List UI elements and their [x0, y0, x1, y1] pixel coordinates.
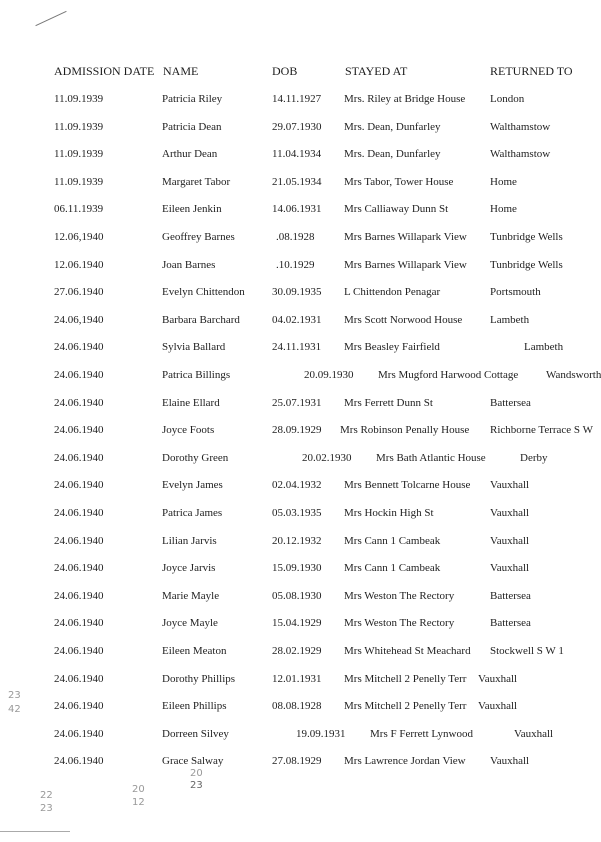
- cell-stayed-at: Mrs Hockin High St: [344, 507, 434, 519]
- cell-name: Joan Barnes: [162, 258, 216, 271]
- cell-stayed-at: Mrs Lawrence Jordan View: [344, 755, 466, 768]
- cell-stayed-at: Mrs Weston The Rectory: [344, 589, 455, 602]
- cell-stayed-at: Mrs Bennett Tolcarne House: [344, 479, 471, 492]
- cell-stayed-at: Mrs Cann 1 Cambeak: [344, 534, 441, 547]
- cell-name: Eileen Meaton: [162, 645, 227, 657]
- handwritten-mark: 22: [40, 790, 53, 801]
- scan-line-bottom: [0, 831, 70, 832]
- table-row: [0, 562, 595, 582]
- cell-dob: 30.09.1935: [272, 286, 322, 299]
- cell-returned-to: Vauxhall: [490, 755, 530, 768]
- cell-admission-date: 24.06.1940: [54, 727, 104, 740]
- cell-admission-date: 24.06.1940: [54, 700, 104, 713]
- cell-admission-date: 24.06.1940: [54, 369, 104, 381]
- handwritten-mark: 23: [40, 803, 53, 814]
- cell-name: Dorreen Silvey: [162, 727, 229, 740]
- cell-admission-date: 24.06.1940: [54, 672, 104, 685]
- cell-stayed-at: Mrs Scott Norwood House: [344, 313, 463, 326]
- cell-name: Patrica James: [162, 507, 223, 519]
- cell-stayed-at: Mrs Whitehead St Meachard: [344, 645, 471, 657]
- cell-dob: 25.07.1931: [272, 396, 322, 409]
- cell-returned-to: Vauxhall: [490, 534, 530, 547]
- cell-dob: 05.08.1930: [272, 589, 322, 602]
- table-row: [0, 259, 595, 279]
- cell-returned-to: Tunbridge Wells: [490, 258, 563, 271]
- table-row: [0, 755, 595, 775]
- table-row: [0, 314, 595, 334]
- cell-returned-to: Vauxhall: [478, 700, 518, 713]
- cell-stayed-at: Mrs Calliaway Dunn St: [344, 203, 449, 216]
- cell-name: Dorothy Green: [162, 451, 229, 464]
- cell-stayed-at: Mrs F Ferrett Lynwood: [370, 727, 473, 740]
- cell-dob: .10.1929: [276, 258, 315, 271]
- cell-returned-to: Vauxhall: [514, 727, 554, 740]
- cell-name: Patricia Dean: [162, 120, 222, 133]
- scan-line-top: [35, 11, 66, 26]
- cell-returned-to: Portsmouth: [490, 286, 541, 299]
- cell-returned-to: Walthamstow: [490, 120, 551, 133]
- cell-name: Joyce Mayle: [162, 617, 218, 630]
- handwritten-mark: 20: [190, 768, 203, 779]
- handwritten-mark: 20: [132, 784, 145, 795]
- cell-name: Patrica Billings: [162, 369, 231, 381]
- table-row: [0, 700, 595, 720]
- cell-admission-date: 24.06,1940: [54, 313, 104, 326]
- cell-admission-date: 24.06.1940: [54, 534, 104, 547]
- cell-name: Lilian Jarvis: [162, 534, 217, 547]
- table-row: [0, 617, 595, 637]
- cell-dob: 14.06.1931: [272, 203, 322, 216]
- cell-admission-date: 24.06.1940: [54, 645, 104, 657]
- cell-returned-to: Battersea: [490, 617, 531, 630]
- cell-returned-to: London: [490, 93, 525, 105]
- table-row: [0, 231, 595, 251]
- cell-stayed-at: Mrs Beasley Fairfield: [344, 341, 440, 354]
- cell-dob: 04.02.1931: [272, 313, 322, 326]
- cell-admission-date: 06.11.1939: [54, 203, 104, 216]
- cell-dob: 08.08.1928: [272, 700, 322, 713]
- cell-name: Barbara Barchard: [162, 313, 240, 326]
- table-row: [0, 397, 595, 417]
- cell-stayed-at: Mrs Barnes Willapark View: [344, 258, 467, 271]
- cell-admission-date: 24.06.1940: [54, 507, 104, 519]
- cell-stayed-at: Mrs. Dean, Dunfarley: [344, 120, 441, 133]
- cell-dob: 21.05.1934: [272, 175, 322, 188]
- table-row: [0, 369, 601, 389]
- table-row: [0, 176, 595, 196]
- cell-returned-to: Lambeth: [524, 341, 564, 354]
- cell-dob: 12.01.1931: [272, 672, 322, 685]
- header-admission-date: ADMISSION DATE: [54, 64, 155, 78]
- cell-name: Arthur Dean: [162, 148, 218, 161]
- cell-dob: 24.11.1931: [272, 341, 322, 354]
- table-row: [0, 121, 595, 141]
- cell-dob: 20.09.1930: [304, 369, 354, 381]
- table-row: [0, 590, 595, 610]
- cell-admission-date: 24.06.1940: [54, 755, 104, 768]
- table-row: [0, 452, 595, 472]
- table-row: [0, 148, 595, 168]
- cell-name: Margaret Tabor: [162, 175, 231, 188]
- header-stayed-at: STAYED AT: [345, 64, 408, 78]
- cell-returned-to: Vauxhall: [490, 562, 530, 575]
- table-row: [0, 93, 595, 113]
- cell-dob: 20.12.1932: [272, 534, 322, 547]
- cell-dob: .08.1928: [276, 231, 315, 243]
- cell-dob: 05.03.1935: [272, 507, 322, 519]
- header-dob: DOB: [272, 64, 298, 78]
- cell-stayed-at: L Chittendon Penagar: [344, 286, 441, 299]
- table-row: [0, 479, 595, 499]
- table-row: [0, 203, 595, 223]
- cell-dob: 15.04.1929: [272, 617, 322, 630]
- cell-name: Elaine Ellard: [162, 396, 220, 409]
- cell-dob: 28.09.1929: [272, 424, 322, 437]
- cell-returned-to: Tunbridge Wells: [490, 231, 563, 243]
- table-row: [0, 535, 595, 555]
- cell-admission-date: 27.06.1940: [54, 286, 104, 299]
- cell-dob: 14.11.1927: [272, 93, 322, 105]
- cell-admission-date: 24.06.1940: [54, 341, 104, 354]
- cell-returned-to: Stockwell S W 1: [490, 645, 564, 657]
- cell-stayed-at: Mrs Weston The Rectory: [344, 617, 455, 630]
- cell-name: Joyce Jarvis: [162, 562, 216, 575]
- cell-returned-to: Vauxhall: [490, 507, 530, 519]
- cell-returned-to: Home: [490, 175, 517, 188]
- cell-stayed-at: Mrs Ferrett Dunn St: [344, 396, 433, 409]
- cell-dob: 27.08.1929: [272, 755, 322, 768]
- cell-admission-date: 12.06.1940: [54, 258, 104, 271]
- cell-dob: 28.02.1929: [272, 645, 322, 657]
- handwritten-mark: 23: [8, 690, 21, 701]
- cell-name: Grace Salway: [162, 755, 224, 768]
- cell-dob: 11.04.1934: [272, 148, 322, 161]
- table-row: [0, 507, 595, 527]
- table-row: [0, 728, 595, 748]
- cell-admission-date: 11.09.1939: [54, 148, 104, 161]
- cell-name: Eileen Phillips: [162, 700, 227, 713]
- cell-admission-date: 24.06.1940: [54, 424, 104, 437]
- cell-returned-to: Vauxhall: [490, 479, 530, 492]
- cell-admission-date: 12.06,1940: [54, 231, 104, 243]
- cell-stayed-at: Mrs. Dean, Dunfarley: [344, 148, 441, 161]
- cell-stayed-at: Mrs Tabor, Tower House: [344, 175, 454, 188]
- cell-returned-to: Richborne Terrace S W: [490, 424, 593, 437]
- cell-name: Joyce Foots: [162, 424, 215, 437]
- cell-name: Evelyn James: [162, 479, 223, 492]
- cell-admission-date: 24.06.1940: [54, 396, 104, 409]
- cell-returned-to: Wandsworth: [546, 369, 601, 381]
- cell-admission-date: 24.06.1940: [54, 589, 104, 602]
- cell-admission-date: 11.09.1939: [54, 93, 104, 105]
- cell-admission-date: 24.06.1940: [54, 617, 104, 630]
- handwritten-mark: 23: [190, 780, 203, 791]
- cell-stayed-at: Mrs. Riley at Bridge House: [344, 93, 466, 105]
- cell-dob: 19.09.1931: [296, 727, 346, 740]
- cell-name: Dorothy Phillips: [162, 672, 236, 685]
- cell-returned-to: Battersea: [490, 589, 531, 602]
- table-row: [0, 424, 595, 444]
- cell-returned-to: Battersea: [490, 396, 531, 409]
- cell-admission-date: 24.06.1940: [54, 562, 104, 575]
- table-row: [0, 645, 595, 665]
- cell-name: Marie Mayle: [162, 589, 220, 602]
- cell-returned-to: Home: [490, 203, 517, 216]
- table-row: [0, 341, 595, 361]
- cell-stayed-at: Mrs Cann 1 Cambeak: [344, 562, 441, 575]
- cell-admission-date: 11.09.1939: [54, 120, 104, 133]
- cell-name: Eileen Jenkin: [162, 203, 222, 216]
- cell-returned-to: Walthamstow: [490, 148, 551, 161]
- cell-stayed-at: Mrs Bath Atlantic House: [376, 451, 486, 464]
- cell-stayed-at: Mrs Mitchell 2 Penelly Terr: [344, 700, 467, 713]
- cell-admission-date: 24.06.1940: [54, 479, 104, 492]
- cell-name: Sylvia Ballard: [162, 341, 226, 354]
- cell-name: Geoffrey Barnes: [162, 231, 235, 243]
- cell-returned-to: Derby: [520, 451, 548, 464]
- table-row: [0, 673, 595, 693]
- cell-stayed-at: Mrs Mugford Harwood Cottage: [378, 369, 519, 381]
- cell-stayed-at: Mrs Mitchell 2 Penelly Terr: [344, 672, 467, 685]
- cell-name: Patricia Riley: [162, 93, 223, 105]
- cell-name: Evelyn Chittendon: [162, 286, 245, 299]
- header-name: NAME: [163, 64, 199, 78]
- cell-dob: 29.07.1930: [272, 120, 322, 133]
- table-row: [0, 286, 595, 306]
- cell-stayed-at: Mrs Robinson Penally House: [340, 424, 470, 437]
- cell-returned-to: Vauxhall: [478, 672, 518, 685]
- handwritten-mark: 42: [8, 704, 21, 715]
- cell-admission-date: 11.09.1939: [54, 175, 104, 188]
- cell-dob: 20.02.1930: [302, 451, 352, 464]
- cell-returned-to: Lambeth: [490, 313, 530, 326]
- cell-admission-date: 24.06.1940: [54, 451, 104, 464]
- cell-dob: 15.09.1930: [272, 562, 322, 575]
- cell-dob: 02.04.1932: [272, 479, 322, 492]
- header-returned-to: RETURNED TO: [490, 64, 573, 78]
- handwritten-mark: 12: [132, 797, 145, 808]
- cell-stayed-at: Mrs Barnes Willapark View: [344, 231, 467, 243]
